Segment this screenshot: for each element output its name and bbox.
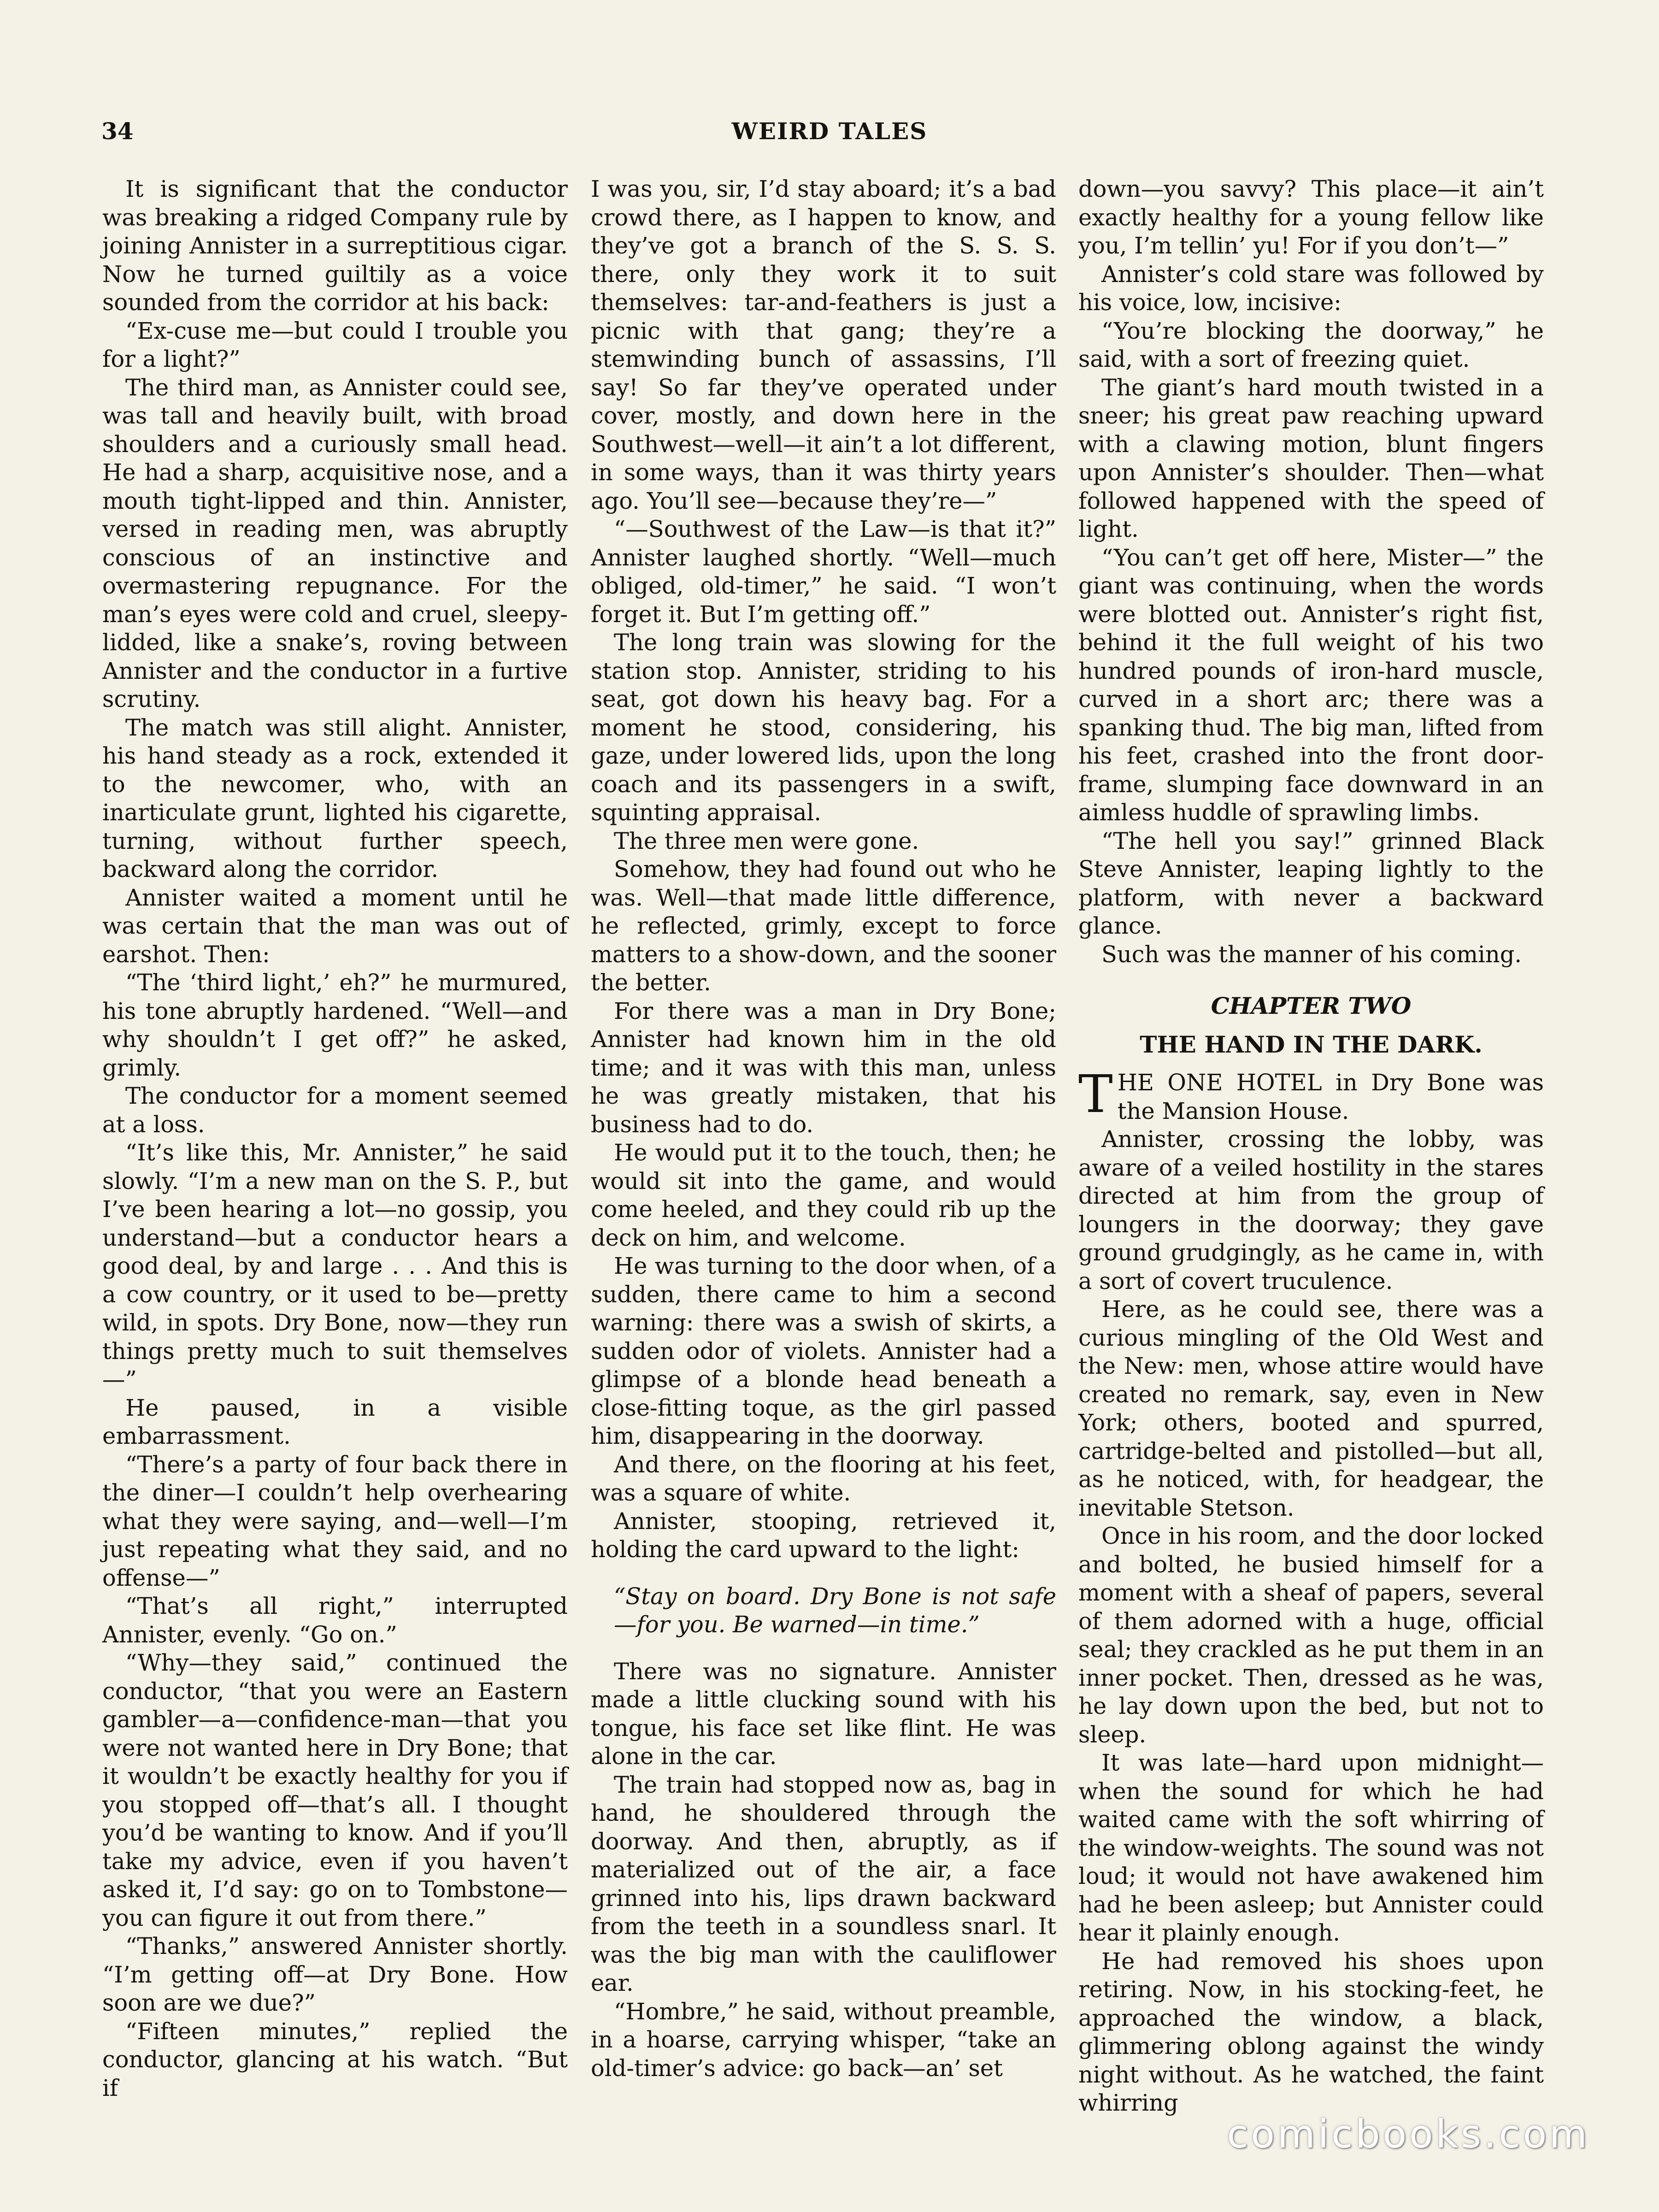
magazine-title: WEIRD TALES (731, 118, 928, 145)
paragraph: “The ‘third light,’ eh?” he murmured, his tone abruptly hardened. “Well—and why shouldn’t I get off?” he asked, grimly. (102, 969, 568, 1081)
paragraph: Here, as he could see, there was a curious mingling of the Old West and the New: men, whose attire would have created no remark, say, even in New York; others, booted and spurred, cartridge-belted and pistolled—but all, as he noticed, with, for headgear, the inevitable Stetson. (1078, 1296, 1544, 1521)
paragraph: Annister’s cold stare was followed by his voice, low, incisive: (1078, 260, 1544, 316)
paragraph: Annister, stooping, retrieved it, holding the card upward to the light: (591, 1507, 1056, 1563)
paragraph: “The hell you say!” grinned Black Steve Annister, leaping lightly to the platform, with never a backward glance. (1078, 827, 1544, 939)
chapter-number: CHAPTER TWO (1211, 992, 1412, 1019)
warning-note-text: “Stay on board. Dry Bone is not safe—for you. Be warned—in time.” (614, 1583, 1056, 1638)
chapter-opening-paragraph (1078, 1065, 1544, 1125)
paragraph: “Thanks,” answered Annister shortly. “I’m getting off—at Dry Bone. How soon are we due?” (102, 1933, 568, 2016)
paragraph: The third man, as Annister could see, was tall and heavily built, with broad shoulders and a curiously small head. He had a sharp, acquisitive nose, and a mouth tight-lipped and thin. Annister, versed in reading men, was abruptly conscious of an instinctive and overmastering repugnance. For the man’s eyes were cold and cruel, sleepy-lidded, like a snake’s, roving between Annister and the conductor in a furtive scrutiny. (102, 374, 568, 712)
paragraph: And there, on the flooring at his feet, was a square of white. (591, 1451, 1056, 1506)
paragraph: “That’s all right,” interrupted Annister, evenly. “Go on.” (102, 1593, 568, 1648)
paragraph: Annister, crossing the lobby, was aware of a veiled hostility in the stares directed at him from the group of loungers in the doorway; they gave ground grudgingly, as he came in, with a sort of covert truculence. (1078, 1126, 1544, 1294)
paragraph: “You can’t get off here, Mister—” the giant was continuing, when the words were blotted out. Annister’s right fist, behind it the full weight of his two hundred pounds of iron-hard muscle, curved in a short arc; there was a spanking thud. The big man, lifted from his feet, crashed into the front door-frame, slumping face downward in an aimless huddle of sprawling limbs. (1078, 544, 1544, 826)
paragraph: The match was still alight. Annister, his hand steady as a rock, extended it to the newcomer, who, with an inarticulate grunt, lighted his cigarette, turning, without further speech, backward along the corridor. (102, 714, 568, 882)
paragraph: I was you, sir, I’d stay aboard; it’s a bad crowd there, as I happen to know, and they’ve got a branch of the S. S. S. there, only they work it to suit themselves: tar-and-feathers is just a picnic with that gang; they’re a stemwinding bunch of assassins, I’ll say! So far they’ve operated under cover, mostly, and down here in the Southwest—well—it ain’t a lot different, in some ways, than it was thirty years ago. You’ll see—because they’re—” (591, 176, 1056, 514)
text-column-2 (591, 175, 1056, 2083)
text-column-1 (102, 175, 568, 2102)
paragraph: Annister waited a moment until he was certain that the man was out of earshot. Then: (102, 884, 568, 968)
paragraph: There was no signature. Annister made a little clucking sound with his tongue, his face set like flint. He was alone in the car. (591, 1658, 1056, 1770)
paragraph: “You’re blocking the doorway,” he said, with a sort of freezing quiet. (1078, 317, 1544, 372)
site-watermark: comicbooks.com (1227, 2112, 1590, 2157)
paragraph: The conductor for a moment seemed at a loss. (102, 1082, 568, 1138)
paragraph: down—you savvy? This place—it ain’t exactly healthy for a young fellow like you, I’m tellin’ yu! For if you don’t—” (1078, 176, 1544, 259)
paragraph: Somehow, they had found out who he was. Well—that made little difference, he reflected, grimly, except to force matters to a show-down, and the sooner the better. (591, 856, 1056, 996)
paragraph: He was turning to the door when, of a sudden, there came to him a second warning: there was a swish of skirts, a sudden odor of violets. Annister had a glimpse of a blonde head beneath a close-fitting toque, as the girl passed him, disappearing in the doorway. (591, 1253, 1056, 1449)
paragraph: He paused, in a visible embarrassment. (102, 1394, 568, 1449)
paragraph: The train had stopped now as, bag in hand, he shouldered through the doorway. And then, abruptly, as if materialized out of the air, a face grinned into his, lips drawn backward from the teeth in a soundless snarl. It was the big man with the cauliflower ear. (591, 1771, 1056, 1996)
paragraph: It was late—hard upon midnight—when the sound for which he had waited came with the soft whirring of the window-weights. The sound was not loud; it would not have awakened him had he been asleep; but Annister could hear it plainly enough. (1078, 1749, 1544, 1946)
paragraph: “Ex-cuse me—but could I trouble you for a light?” (102, 317, 568, 372)
paragraph: “It’s like this, Mr. Annister,” he said slowly. “I’m a new man on the S. P., but I’ve been hearing a lot—no gossip, you understand—but a conductor hears a good deal, by and large . . . And this is a cow country, or it used to be—pretty wild, in spots. Dry Bone, now—they run things pretty much to suit themselves—” (102, 1139, 568, 1393)
paragraph: Such was the manner of his coming. (1101, 941, 1522, 968)
text-column-3 (1078, 175, 1544, 2118)
paragraph: “Fifteen minutes,” replied the conductor, glancing at his watch. “But if (102, 2018, 568, 2101)
chapter-title: THE HAND IN THE DARK. (1140, 1030, 1483, 1058)
column-3-chapter-text (1078, 1125, 1544, 2118)
paragraph: For there was a man in Dry Bone; Annister had known him in the old time; and it was with this man, unless he was greatly mistaken, that his business had to do. (591, 997, 1056, 1138)
paragraph: It is significant that the conductor was breaking a ridged Company rule by joining Annister in a surreptitious cigar. Now he turned guiltily as a voice sounded from the corridor at his back: (102, 176, 568, 316)
column-3-top-text (1078, 175, 1544, 969)
chapter-opening-text: HE ONE HOTEL in Dry Bone was the Mansion House. (1117, 1069, 1544, 1124)
paragraph: “—Southwest of the Law—is that it?” Annister laughed shortly. “Well—much obliged, old-timer,” he said. “I won’t forget it. But I’m getting off.” (591, 516, 1056, 628)
paragraph: He had removed his shoes upon retiring. Now, in his stocking-feet, he approached the window, a black, glimmering oblong against the windy night without. As he watched, the faint whirring (1078, 1947, 1544, 2116)
paragraph: “Why—they said,” continued the conductor, “that you were an Eastern gambler—a—confidence-man—that you were not wanted here in Dry Bone; that it wouldn’t be exactly healthy for you if you stopped off—that’s all. I thought you’d be wanting to know. And if you’ll take my advice, even if you haven’t asked it, I’d say: go on to Tombstone—you can figure it out from there.” (102, 1649, 568, 1931)
drop-cap: T (1078, 1065, 1113, 1124)
paragraph: “Hombre,” he said, without preamble, in a hoarse, carrying whisper, “take an old-timer’s advice: go back—an’ set (591, 1998, 1056, 2082)
page-number: 34 (101, 118, 134, 145)
paragraph: The giant’s hard mouth twisted in a sneer; his great paw reaching upward with a clawing motion, blunt fingers upon Annister’s shoulder. Then—what followed happened with the speed of light. (1078, 374, 1544, 542)
paragraph: Once in his room, and the door locked and bolted, he busied himself for a moment with a sheaf of papers, several of them adorned with a huge, official seal; they crackled as he put them in an inner pocket. Then, dressed as he was, he lay down upon the bed, but not to sleep. (1078, 1523, 1544, 1748)
paragraph: He would put it to the touch, then; he would sit into the game, and would come heeled, and they could rib up the deck on him, and welcome. (591, 1139, 1056, 1251)
paragraph: “There’s a party of four back there in the diner—I couldn’t help overhearing what they were saying, and—well—I’m just repeating what they said, and no offense—” (102, 1451, 568, 1591)
paragraph: The long train was slowing for the station stop. Annister, striding to his seat, got down his heavy bag. For a moment he stood, considering, his gaze, under lowered lids, upon the long coach and its passengers in a swift, squinting appraisal. (591, 629, 1056, 826)
page-header (101, 118, 1558, 154)
paragraph: The three men were gone. (614, 827, 919, 854)
